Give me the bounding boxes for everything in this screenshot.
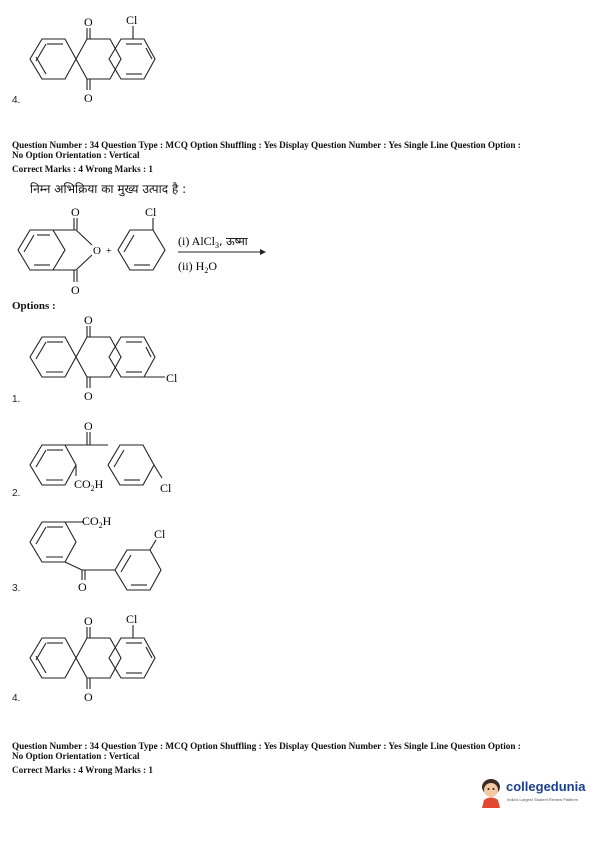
o-label: O [84,614,93,628]
cl-label: Cl [126,612,138,626]
option2-structure[interactable] [20,420,190,500]
o-label: O [84,690,93,704]
option3-number: 3. [12,583,21,594]
cl-label: Cl [160,481,172,495]
o-label: O [71,205,80,219]
question-meta-line1: Question Number : 34 Question Type : MCQ Option Shuffling : Yes Display Question Number : Yes Single Line Question Option : [12,140,521,150]
question-marks: Correct Marks : 4 Wrong Marks : 1 [12,765,153,775]
top-option-number: 4. [12,95,21,106]
o-label: O [84,420,93,433]
option4-structure[interactable] [20,610,170,705]
option2-number: 2. [12,488,21,499]
cl-label: Cl [126,13,138,27]
question-meta-line1: Question Number : 34 Question Type : MCQ Option Shuffling : Yes Display Question Number : Yes Single Line Question Option : [12,741,521,751]
o-label: O [84,15,93,29]
co2h-label: $CO_2H$ [74,477,104,493]
reaction-scheme [10,200,280,300]
o-label: O [93,245,101,257]
logo-tagline: India's Largest Student Review Platform [507,797,579,802]
o-label: O [84,91,93,105]
options-label: Options : [12,300,56,312]
cl-label: Cl [145,205,157,219]
option3-structure[interactable] [20,512,190,592]
logo-name: collegedunia [506,779,586,794]
reagent-1: (i) AlCl$_3$, ऊष्मा [178,234,248,250]
collegedunia-logo[interactable] [478,776,588,810]
option1-number: 1. [12,394,21,405]
co2h-label: $CO_2H$ [82,514,112,530]
question-meta-line2: No Option Orientation : Vertical [12,150,140,160]
cl-label: Cl [166,371,178,385]
o-label: O [84,313,93,327]
cl-label: Cl [154,527,166,541]
question-text: निम्न अभिक्रिया का मुख्य उत्पाद है : [30,182,187,196]
option4-number: 4. [12,693,21,704]
option1-structure[interactable] [20,312,190,402]
plus-sign: + [106,246,112,257]
o-label: O [84,389,93,402]
question-marks: Correct Marks : 4 Wrong Marks : 1 [12,164,153,174]
reagent-2: (ii) $H_2O$ [178,259,217,275]
top-option4-structure [20,6,170,106]
o-label: O [78,580,87,592]
mascot-icon [478,776,504,808]
question-meta-line2: No Option Orientation : Vertical [12,751,140,761]
o-label: O [71,283,80,297]
